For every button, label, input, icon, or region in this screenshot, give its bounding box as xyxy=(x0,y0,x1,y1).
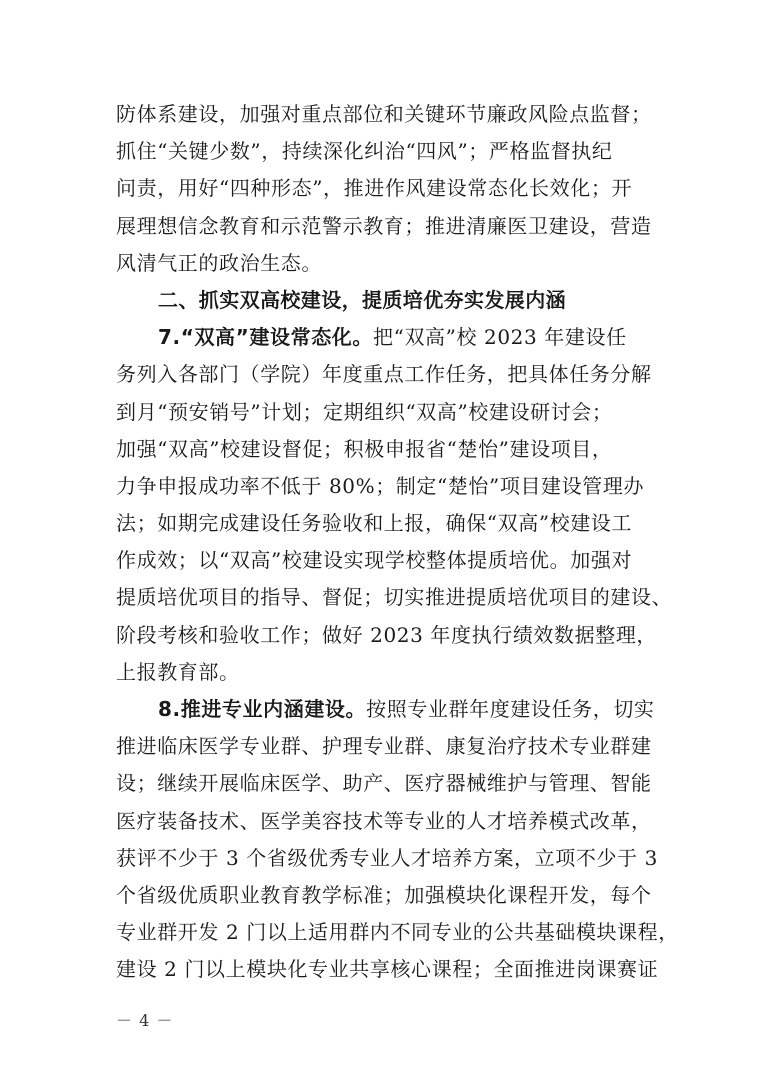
text-line: 风清气正的政治生态。 xyxy=(116,250,322,275)
text-line: 医疗装备技术、医学美容技术等专业的人才培养模式改革， xyxy=(116,808,652,833)
text-run: 按照专业群年度建设任务，切实 xyxy=(366,697,655,721)
item-8-title: 8.推进专业内涵建设。 xyxy=(158,697,367,721)
text-line: 展理想信念教育和示范警示教育；推进清廉医卫建设，营造 xyxy=(116,213,652,238)
document-body xyxy=(116,96,679,989)
text-line: 获评不少于 3 个省级优秀专业人才培养方案，立项不少于 3 xyxy=(116,845,658,870)
text-run: 把“双高”校 2023 年建设任 xyxy=(373,325,627,350)
text-line: 问责，用好“四种形态”，推进作风建设常态化长效化；开 xyxy=(116,176,633,201)
section-heading: 二、抓实双高校建设，提质培优夯实发展内涵 xyxy=(158,287,566,312)
text-line: 到月“预安销号”计划；定期组织“双高”校建设研讨会； xyxy=(116,399,613,424)
text-line: 个省级优质职业教育教学标准；加强模块化课程开发，每个 xyxy=(116,882,652,907)
text-line: 作成效；以“双高”校建设实现学校整体提质培优。加强对 xyxy=(116,548,633,573)
text-line: 力争申报成功率不低于 80%；制定“楚怡”项目建设管理办 xyxy=(116,473,645,498)
text-line: 建设 2 门以上模块化专业共享核心课程；全面推进岗课赛证 xyxy=(116,957,659,982)
item-7-title: 7.“双高”建设常态化。 xyxy=(158,325,374,350)
paragraph-8-first-line xyxy=(116,691,656,728)
text-line: 法；如期完成建设任务验收和上报，确保“双高”校建设工 xyxy=(116,511,633,536)
text-line: 专业群开发 2 门以上适用群内不同专业的公共基础模块课程， xyxy=(116,920,679,945)
page-number: － 4 － xyxy=(116,1011,174,1030)
text-line: 提质培优项目的指导、督促；切实推进提质培优项目的建设、 xyxy=(116,585,673,610)
paragraph-7-first-line xyxy=(116,319,656,356)
text-line: 抓住“关键少数”，持续深化纠治“四风”；严格监督执纪 xyxy=(116,139,613,164)
text-line: 阶段考核和验收工作；做好 2023 年度执行绩效数据整理， xyxy=(116,622,658,647)
text-line: 上报教育部。 xyxy=(116,659,240,684)
text-line: 务列入各部门（学院）年度重点工作任务，把具体任务分解 xyxy=(116,362,652,387)
text-line: 推进临床医学专业群、护理专业群、康复治疗技术专业群建 xyxy=(116,734,652,759)
text-line: 设；继续开展临床医学、助产、医疗器械维护与管理、智能 xyxy=(116,771,652,796)
text-line: 防体系建设，加强对重点部位和关键环节廉政风险点监督； xyxy=(116,102,652,126)
text-line: 加强“双高”校建设督促；积极申报省“楚怡”建设项目， xyxy=(116,436,613,461)
